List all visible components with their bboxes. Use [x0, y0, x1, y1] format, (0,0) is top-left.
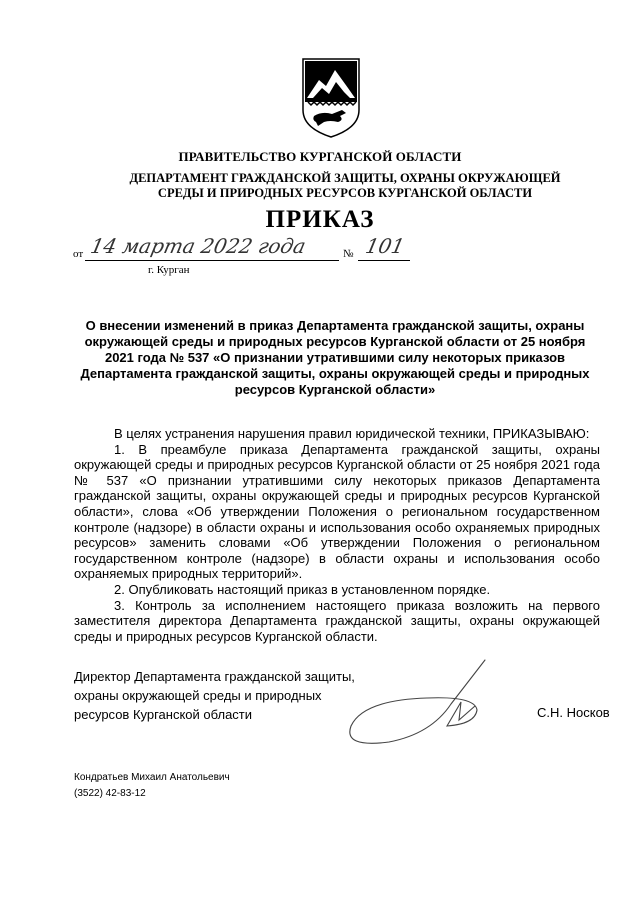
- executor-phone: (3522) 42-83-12: [74, 788, 146, 799]
- document-type-title: ПРИКАЗ: [265, 206, 375, 233]
- city-label: г. Курган: [148, 264, 190, 276]
- handwritten-date: 14 марта 2022 года: [88, 234, 308, 258]
- date-prefix-label: от: [73, 248, 84, 260]
- executor-name: Кондратьев Михаил Анатольевич: [74, 772, 230, 783]
- order-subject: О внесении изменений в приказ Департамента гражданской защиты, охраны окружающей среды и природных ресурсов Курганской области от 25 ноября 2021 года № 537 «О признании утратившими силу некоторых приказов Департамента гражданской защиты, охраны окружающей среды и природных ресурсов Курганской области»: [80, 318, 590, 397]
- preamble-paragraph: В целях устранения нарушения правил юридической техники, ПРИКАЗЫВАЮ:: [114, 426, 590, 441]
- order-body: [74, 426, 600, 644]
- item-3-paragraph: 3. Контроль за исполнением настоящего приказа возложить на первого заместителя директора Департамента гражданской защиты, охраны окружающей среды и природных ресурсов Курганской области.: [74, 597, 600, 644]
- item-1-paragraph: 1. В преамбуле приказа Департамента гражданской защиты, охраны окружающей среды и природных ресурсов Курганской области от 25 ноября 2021 года № 537 «О признании утратившими силу некоторых приказов Департамента гражданской защиты, охраны окружающей среды и природных ресурсов Курганской области», слова «Об утверждении Положения о региональном государственном контроле (надзоре) в области охраны и использования особо охраняемых природных ресурсов» заменить словами «Об утверждении Положения о региональном государственном контроле (надзоре) в области охраны и использования особо охраняемых природных территорий».: [74, 441, 600, 582]
- signatory-position-line-2: охраны окружающей среды и природных: [74, 688, 322, 703]
- executor-block: [74, 770, 230, 802]
- item-2-paragraph: 2. Опубликовать настоящий приказ в установленном порядке.: [114, 581, 491, 597]
- government-title: ПРАВИТЕЛЬСТВО КУРГАНСКОЙ ОБЛАСТИ: [178, 149, 462, 164]
- coat-of-arms-icon: [302, 58, 360, 138]
- signatory-position-line-1: Директор Департамента гражданской защиты,: [74, 669, 355, 684]
- number-underline: [358, 260, 410, 261]
- signatory-name: С.Н. Носков: [537, 705, 610, 720]
- signatory-position-line-3: ресурсов Курганской области: [74, 707, 253, 722]
- date-underline: [85, 260, 339, 261]
- number-prefix-label: №: [343, 248, 354, 260]
- order-date-number-row: [73, 234, 407, 278]
- handwritten-number: 101: [363, 234, 407, 258]
- department-title: ДЕПАРТАМЕНТ ГРАЖДАНСКОЙ ЗАЩИТЫ, ОХРАНЫ ОКРУЖАЮЩЕЙ СРЕДЫ И ПРИРОДНЫХ РЕСУРСОВ КУРГАНСКОЙ ОБЛАСТИ: [129, 171, 561, 200]
- signatory-position: [74, 667, 374, 724]
